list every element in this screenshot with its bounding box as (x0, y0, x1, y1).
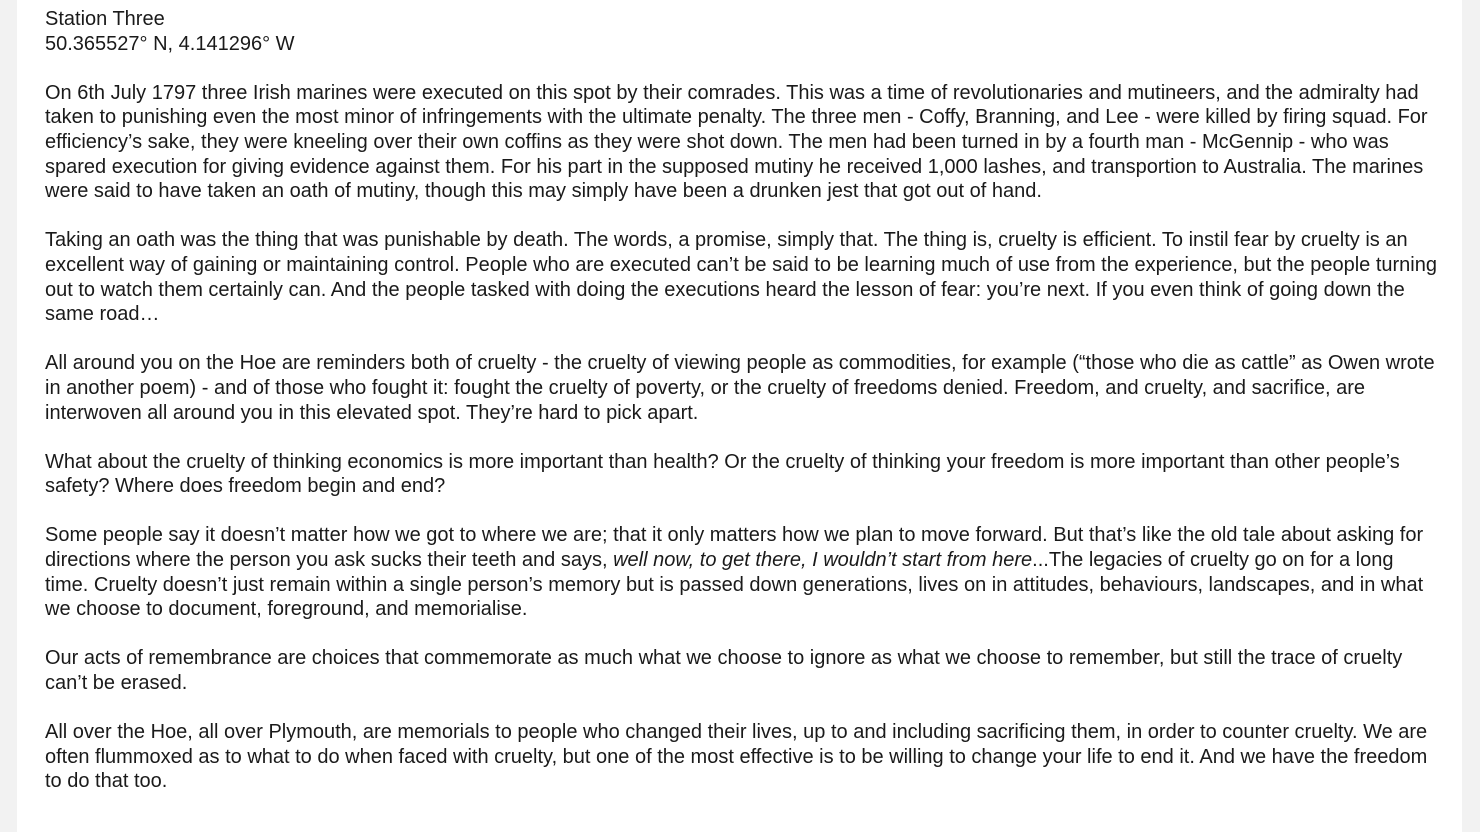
paragraph-4: What about the cruelty of thinking economics is more important than health? Or the cruelty of thinking your freedom is more important than other people’s safety? Where does freedom begin and end? (45, 450, 1400, 498)
paragraph-5-text-end: ...The legacies of cruelty go on for a long time. Cruelty doesn’t just remain within a single person’s memory but is passed down generations, lives on in attitudes, behaviours, landscapes, and in what we choose to document, foreground, and memorialise. (45, 549, 1424, 621)
document-body (45, 7, 1440, 794)
paragraph-7: All over the Hoe, all over Plymouth, are memorials to people who changed their lives, up to and including sacrificing them, in order to counter cruelty. We are often flummoxed as to what to do when faced with cruelty, but one of the most effective is to be willing to change your life to end it. And we have the freedom to do that too. (45, 721, 1428, 793)
paragraph-2: Taking an oath was the thing that was punishable by death. The words, a promise, simply that. The thing is, cruelty is efficient. To instil fear by cruelty is an excellent way of gaining or maintaining control. People who are executed can’t be said to be learning much of use from the experience, but the people turning out to watch them certainly can. And the people tasked with doing the executions heard the lesson of fear: you’re next. If you even think of going down the same road… (45, 229, 1437, 326)
paragraph-5 (45, 523, 1440, 621)
paragraph-1: On 6th July 1797 three Irish marines were executed on this spot by their comrades. This was a time of revolutionaries and mutineers, and the admiralty had taken to punishing even the most minor of infringements with the ultimate penalty. The three men - Coffy, Branning, and Lee - were killed by firing squad. For efficiency’s sake, they were kneeling over their own coffins as they were shot down. The men had been turned in by a fourth man - McGennip - who was spared execution for giving evidence against them. For his part in the supposed mutiny he received 1,000 lashes, and transportion to Australia. The marines were said to have taken an oath of mutiny, though this may simply have been a drunken jest that got out of hand. (45, 81, 1428, 203)
paragraph-3: All around you on the Hoe are reminders both of cruelty - the cruelty of viewing people as commodities, for example (“those who die as cattle” as Owen wrote in another poem) - and of those who fought it: fought the cruelty of poverty, or the cruelty of freedoms denied. Freedom, and cruelty, and sacrifice, are interwoven all around you in this elevated spot. They’re hard to pick apart. (45, 352, 1435, 424)
paragraph-5-text-start: Some people say it doesn’t matter how we got to where we are; that it only matters how we plan to move forward. But that’s like the old tale about asking for directions where the person you ask sucks their teeth and says, (45, 524, 1424, 572)
paragraph-5-italic-quote: well now, to get there, I wouldn’t start from here (613, 549, 1033, 572)
document-page (17, 0, 1462, 832)
station-title: Station Three (45, 8, 165, 30)
paragraph-6: Our acts of remembrance are choices that commemorate as much what we choose to ignore as what we choose to remember, but still the trace of cruelty can’t be erased. (45, 647, 1403, 695)
coordinates: 50.365527° N, 4.141296° W (45, 32, 295, 55)
